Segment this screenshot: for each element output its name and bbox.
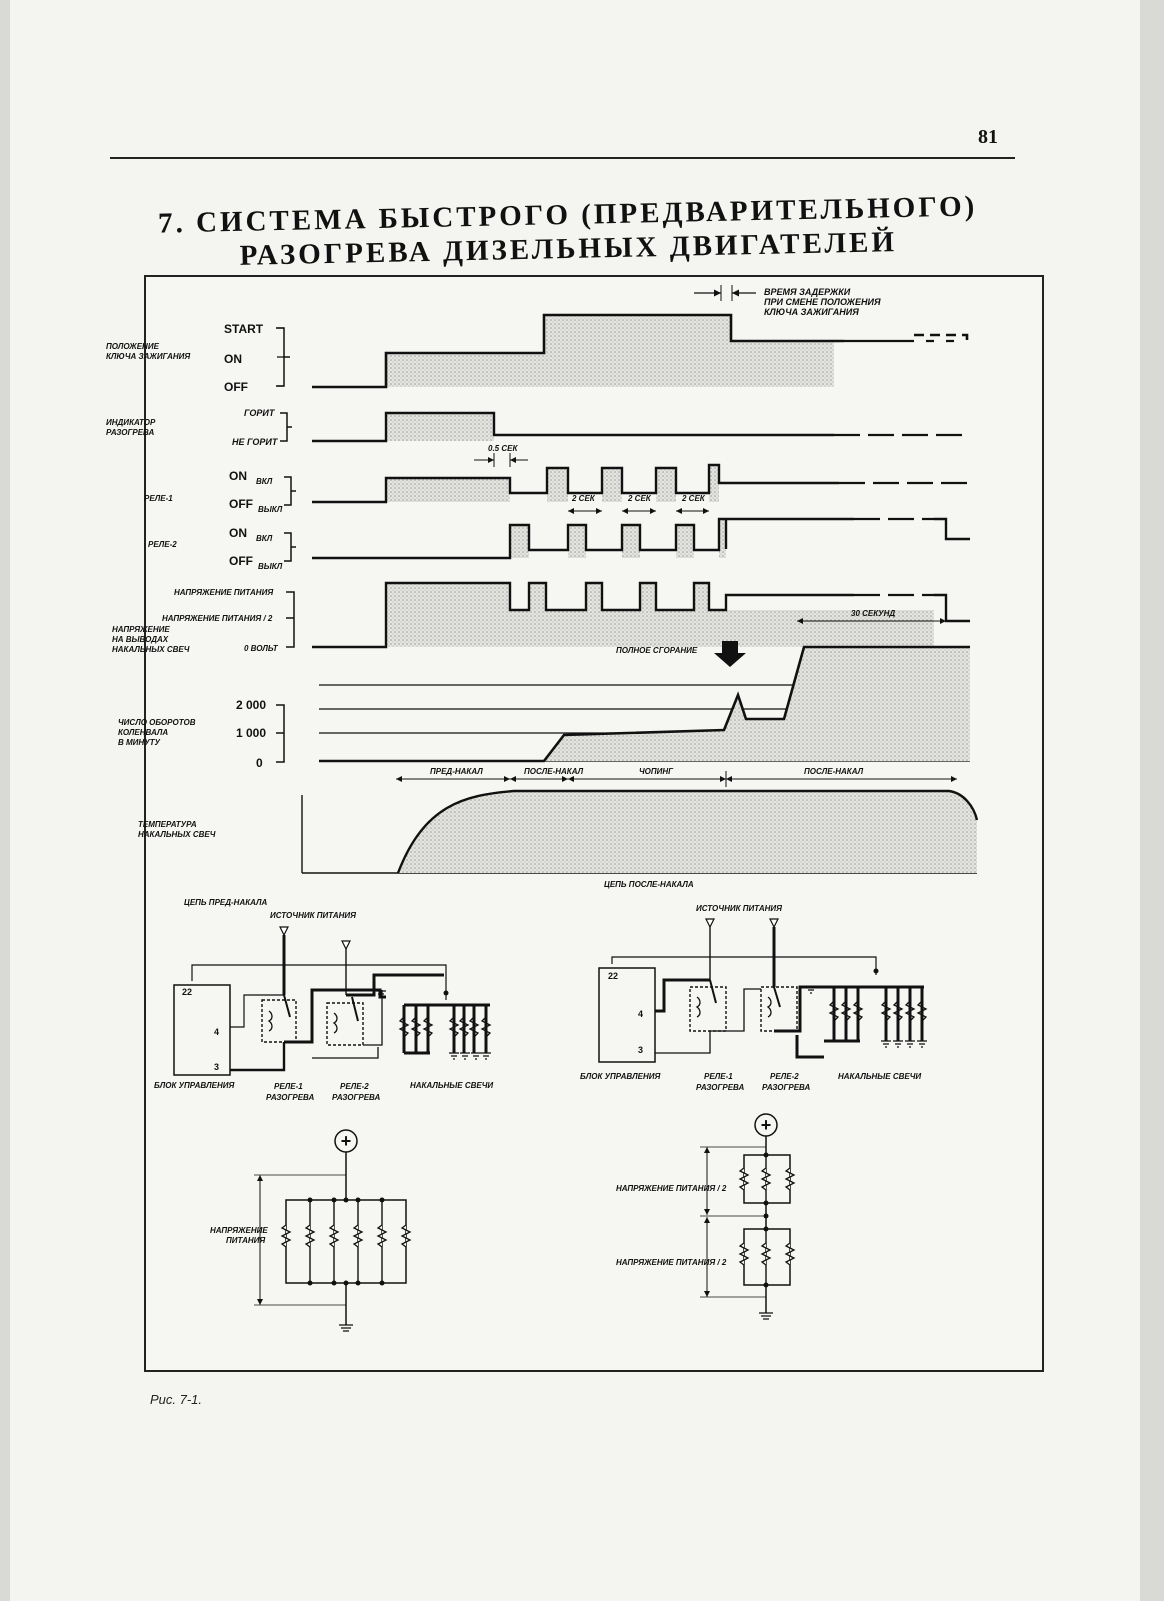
voltage-label-3: НАКАЛЬНЫХ СВЕЧ bbox=[112, 645, 190, 654]
relay1-off-label: OFF bbox=[229, 497, 253, 511]
rpm-label-1: ЧИСЛО ОБОРОТОВ bbox=[118, 718, 196, 727]
voltage-level-full: НАПРЯЖЕНИЕ ПИТАНИЯ bbox=[174, 588, 274, 597]
parallel-label-2: ПИТАНИЯ bbox=[226, 1236, 266, 1245]
key-position-label-1: ПОЛОЖЕНИЕ bbox=[106, 342, 159, 351]
post-power-label: ИСТОЧНИК ПИТАНИЯ bbox=[696, 904, 782, 913]
relay2-off-label: OFF bbox=[229, 554, 253, 568]
pre-glow-circuit bbox=[154, 898, 493, 1102]
indicator-off-label: НЕ ГОРИТ bbox=[232, 437, 278, 447]
voltage-level-half: НАПРЯЖЕНИЕ ПИТАНИЯ / 2 bbox=[162, 614, 273, 623]
post-pin-4: 4 bbox=[638, 1009, 644, 1019]
after-glow-circuit bbox=[580, 880, 927, 1092]
pre-pin-4: 4 bbox=[214, 1027, 220, 1037]
series-label-bottom: НАПРЯЖЕНИЕ ПИТАНИЯ / 2 bbox=[616, 1258, 727, 1267]
rpm-label-2: КОЛЕНВАЛА bbox=[118, 728, 169, 737]
two-second-label-1: 2 СЕК bbox=[572, 494, 595, 503]
glow-temp-label-2: НАКАЛЬНЫХ СВЕЧ bbox=[138, 830, 216, 839]
key-on-label: ON bbox=[224, 352, 242, 366]
voltage-label-2: НА ВЫВОДАХ bbox=[112, 635, 169, 644]
delay-note-1: ВРЕМЯ ЗАДЕРЖКИ bbox=[764, 287, 851, 297]
parallel-equivalent bbox=[210, 1130, 410, 1331]
phase-after-glow-2: ПОСЛЕ-НАКАЛ bbox=[804, 767, 864, 776]
relay2-on-label: ON bbox=[229, 526, 247, 540]
pre-relay2 bbox=[327, 1003, 363, 1045]
series-label-top: НАПРЯЖЕНИЕ ПИТАНИЯ / 2 bbox=[616, 1184, 727, 1193]
relay2-label: РЕЛЕ-2 bbox=[148, 540, 177, 549]
pre-power-label: ИСТОЧНИК ПИТАНИЯ bbox=[270, 911, 356, 920]
pre-relay1-label-1: РЕЛЕ-1 bbox=[274, 1082, 303, 1091]
two-second-label-3: 2 СЕК bbox=[682, 494, 705, 503]
full-combustion-label: ПОЛНОЕ СГОРАНИЕ bbox=[616, 646, 698, 655]
glow-temp-label-1: ТЕМПЕРАТУРА bbox=[138, 820, 197, 829]
post-relay1 bbox=[690, 987, 726, 1031]
relay1-fill bbox=[386, 465, 719, 502]
post-ecu-block bbox=[599, 968, 655, 1062]
indicator-on-label: ГОРИТ bbox=[244, 408, 275, 418]
post-relay2 bbox=[761, 987, 797, 1031]
voltage-label-1: НАПРЯЖЕНИЕ bbox=[112, 625, 170, 634]
post-plugs-label: НАКАЛЬНЫЕ СВЕЧИ bbox=[838, 1072, 922, 1081]
pre-pin-22: 22 bbox=[182, 987, 193, 997]
delay-marker bbox=[694, 285, 756, 301]
chapter-title-line-1: 7. СИСТЕМА БЫСТРОГО (ПРЕДВАРИТЕЛЬНОГО) bbox=[157, 190, 978, 240]
relay1-label: РЕЛЕ-1 bbox=[144, 494, 173, 503]
voltage-level-zero: 0 ВОЛЬТ bbox=[244, 644, 278, 653]
series-plus: + bbox=[760, 1115, 772, 1135]
pre-circuit-title: ЦЕПЬ ПРЕД-НАКАЛА bbox=[184, 898, 268, 907]
page-number: 81 bbox=[978, 126, 998, 148]
indicator-label-1: ИНДИКАТОР bbox=[106, 418, 156, 427]
relay2-off-sub: ВЫКЛ bbox=[258, 562, 283, 571]
half-second-label: 0.5 СЕК bbox=[488, 444, 518, 453]
relay1-on-label: ON bbox=[229, 469, 247, 483]
post-relay1-label-1: РЕЛЕ-1 bbox=[704, 1072, 733, 1081]
phase-pre-glow: ПРЕД-НАКАЛ bbox=[430, 767, 483, 776]
chapter-title bbox=[157, 189, 978, 274]
rpm-tick-0: 0 bbox=[256, 756, 263, 770]
delay-note-2: ПРИ СМЕНЕ ПОЛОЖЕНИЯ bbox=[764, 297, 881, 307]
key-position-label-2: КЛЮЧА ЗАЖИГАНИЯ bbox=[106, 352, 191, 361]
two-second-label-2: 2 СЕК bbox=[628, 494, 651, 503]
pre-relay2-label-1: РЕЛЕ-2 bbox=[340, 1082, 369, 1091]
pre-relay2-label-2: РАЗОГРЕВА bbox=[332, 1093, 381, 1102]
post-pin-22: 22 bbox=[608, 971, 619, 981]
pre-pin-3: 3 bbox=[214, 1062, 220, 1072]
post-ecu-label: БЛОК УПРАВЛЕНИЯ bbox=[580, 1072, 661, 1081]
pre-ecu-block bbox=[174, 985, 230, 1075]
indicator-fill bbox=[386, 413, 494, 441]
rpm-tick-1000: 1 000 bbox=[236, 726, 267, 740]
pre-relay1-label-2: РАЗОГРЕВА bbox=[266, 1093, 315, 1102]
timing-diagram bbox=[106, 285, 977, 873]
parallel-plus: + bbox=[340, 1131, 352, 1151]
post-pin-3: 3 bbox=[638, 1045, 644, 1055]
relay1-off-sub: ВЫКЛ bbox=[258, 505, 283, 514]
pre-relay1 bbox=[262, 1000, 296, 1042]
post-circuit-title: ЦЕПЬ ПОСЛЕ-НАКАЛА bbox=[604, 880, 694, 889]
header-rule bbox=[110, 157, 1015, 159]
series-equivalent bbox=[616, 1114, 794, 1319]
post-relay2-label-1: РЕЛЕ-2 bbox=[770, 1072, 799, 1081]
post-relay1-label-2: РАЗОГРЕВА bbox=[696, 1083, 745, 1092]
rpm-label-3: В МИНУТУ bbox=[118, 738, 160, 747]
glow-temp-fill bbox=[398, 791, 977, 873]
relay2-on-sub: ВКЛ bbox=[256, 534, 273, 543]
chapter-title-line-2: РАЗОГРЕВА ДИЗЕЛЬНЫХ ДВИГАТЕЛЕЙ bbox=[239, 226, 898, 272]
pre-plugs-label: НАКАЛЬНЫЕ СВЕЧИ bbox=[410, 1081, 494, 1090]
key-position-fill bbox=[386, 315, 834, 387]
parallel-label-1: НАПРЯЖЕНИЕ bbox=[210, 1226, 268, 1235]
phase-chopping: ЧОПИНГ bbox=[639, 767, 674, 776]
rpm-tick-2000: 2 000 bbox=[236, 698, 267, 712]
key-start-label: START bbox=[224, 322, 264, 336]
phase-after-glow-1: ПОСЛЕ-НАКАЛ bbox=[524, 767, 584, 776]
delay-note-3: КЛЮЧА ЗАЖИГАНИЯ bbox=[764, 307, 859, 317]
figure-7-1 bbox=[106, 275, 1034, 1372]
indicator-label-2: РАЗОГРЕВА bbox=[106, 428, 155, 437]
thirty-seconds-label: 30 СЕКУНД bbox=[851, 609, 896, 618]
key-off-label: OFF bbox=[224, 380, 248, 394]
figure-caption: Рис. 7-1. bbox=[150, 1392, 203, 1407]
post-relay2-label-2: РАЗОГРЕВА bbox=[762, 1083, 811, 1092]
relay1-on-sub: ВКЛ bbox=[256, 477, 273, 486]
rpm-fill bbox=[544, 647, 970, 761]
pre-ecu-label: БЛОК УПРАВЛЕНИЯ bbox=[154, 1081, 235, 1090]
